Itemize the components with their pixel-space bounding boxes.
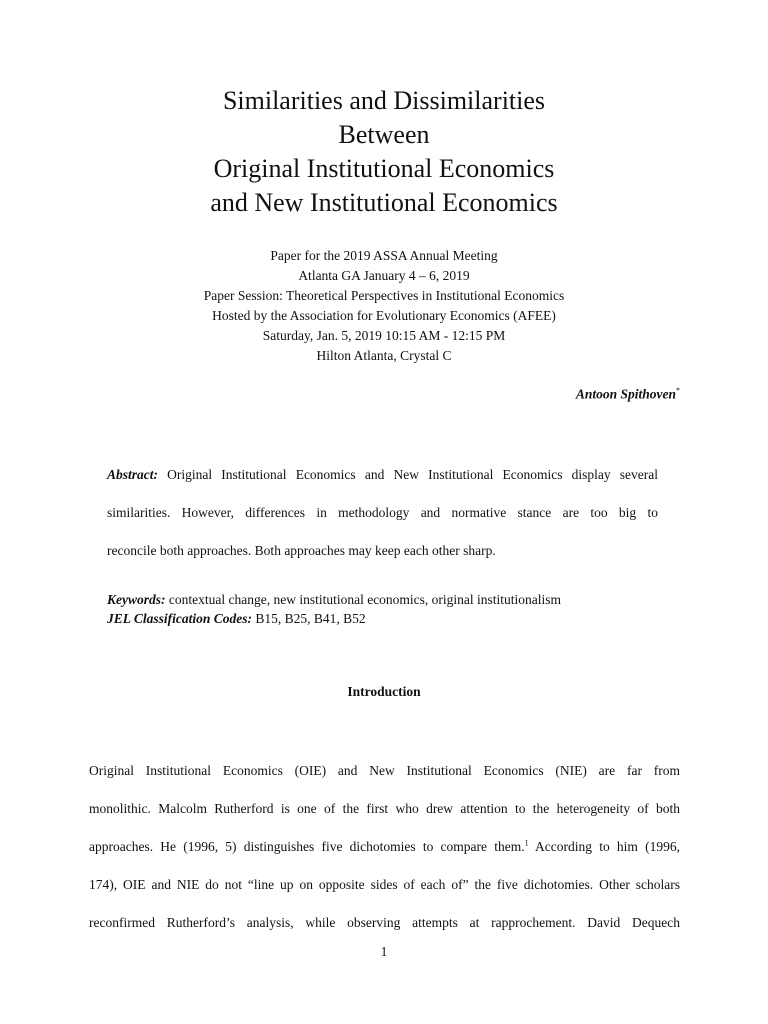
body-line xyxy=(89,828,680,866)
abstract-line xyxy=(107,456,658,494)
body-text: approaches. He (1996, 5) distinguishes five dichotomies to compare them. xyxy=(89,839,525,854)
abstract xyxy=(107,456,658,570)
title-line: Original Institutional Economics xyxy=(213,154,555,183)
author xyxy=(576,386,680,403)
section-heading: Introduction xyxy=(347,684,421,699)
author-name: Antoon Spithoven xyxy=(575,386,676,402)
author-footnote-mark: * xyxy=(676,386,680,395)
info-line: Atlanta GA January 4 – 6, 2019 xyxy=(298,268,470,283)
title-line: and New Institutional Economics xyxy=(210,188,558,217)
keywords-block xyxy=(107,590,667,628)
page-number: 1 xyxy=(380,944,388,959)
body-line: monolithic. Malcolm Rutherford is one of the first who drew attention to the heterogeneity of both xyxy=(89,801,680,816)
jel-line xyxy=(107,609,667,628)
body-line: 174), OIE and NIE do not “line up on opposite sides of each of” the five dichotomies. Other scholars xyxy=(89,877,680,892)
info-line: Hosted by the Association for Evolutionary Economics (AFEE) xyxy=(212,308,556,323)
info-line: Hilton Atlanta, Crystal C xyxy=(316,348,452,363)
abstract-line: similarities. However, differences in methodology and normative stance are too big to xyxy=(107,505,658,520)
jel-text: B15, B25, B41, B52 xyxy=(252,611,366,626)
title-line: Between xyxy=(338,120,430,149)
footnote-reference[interactable]: 1 xyxy=(524,838,529,848)
abstract-label: Abstract: xyxy=(107,467,159,482)
conference-info xyxy=(0,246,768,366)
body-paragraph xyxy=(89,752,680,942)
body-text: According to him (1996, xyxy=(528,839,681,854)
keywords-text: contextual change, new institutional economics, original institutionalism xyxy=(165,592,562,607)
abstract-line: reconcile both approaches. Both approaches may keep each other sharp. xyxy=(107,543,496,558)
keywords-label: Keywords: xyxy=(107,592,166,607)
body-line: reconfirmed Rutherford’s analysis, while observing attempts at rapprochement. David Dequech xyxy=(89,915,680,930)
jel-label: JEL Classification Codes: xyxy=(107,611,253,626)
keywords-line xyxy=(107,590,667,609)
info-line: Paper for the 2019 ASSA Annual Meeting xyxy=(270,248,498,263)
info-line: Paper Session: Theoretical Perspectives in Institutional Economics xyxy=(203,288,565,303)
title-line: Similarities and Dissimilarities xyxy=(222,86,546,115)
paper-title xyxy=(0,84,768,220)
info-line: Saturday, Jan. 5, 2019 10:15 AM - 12:15 PM xyxy=(262,328,506,343)
abstract-text: Original Institutional Economics and New Institutional Economics display several xyxy=(158,467,658,482)
body-line: Original Institutional Economics (OIE) and New Institutional Economics (NIE) are far from xyxy=(89,763,680,778)
